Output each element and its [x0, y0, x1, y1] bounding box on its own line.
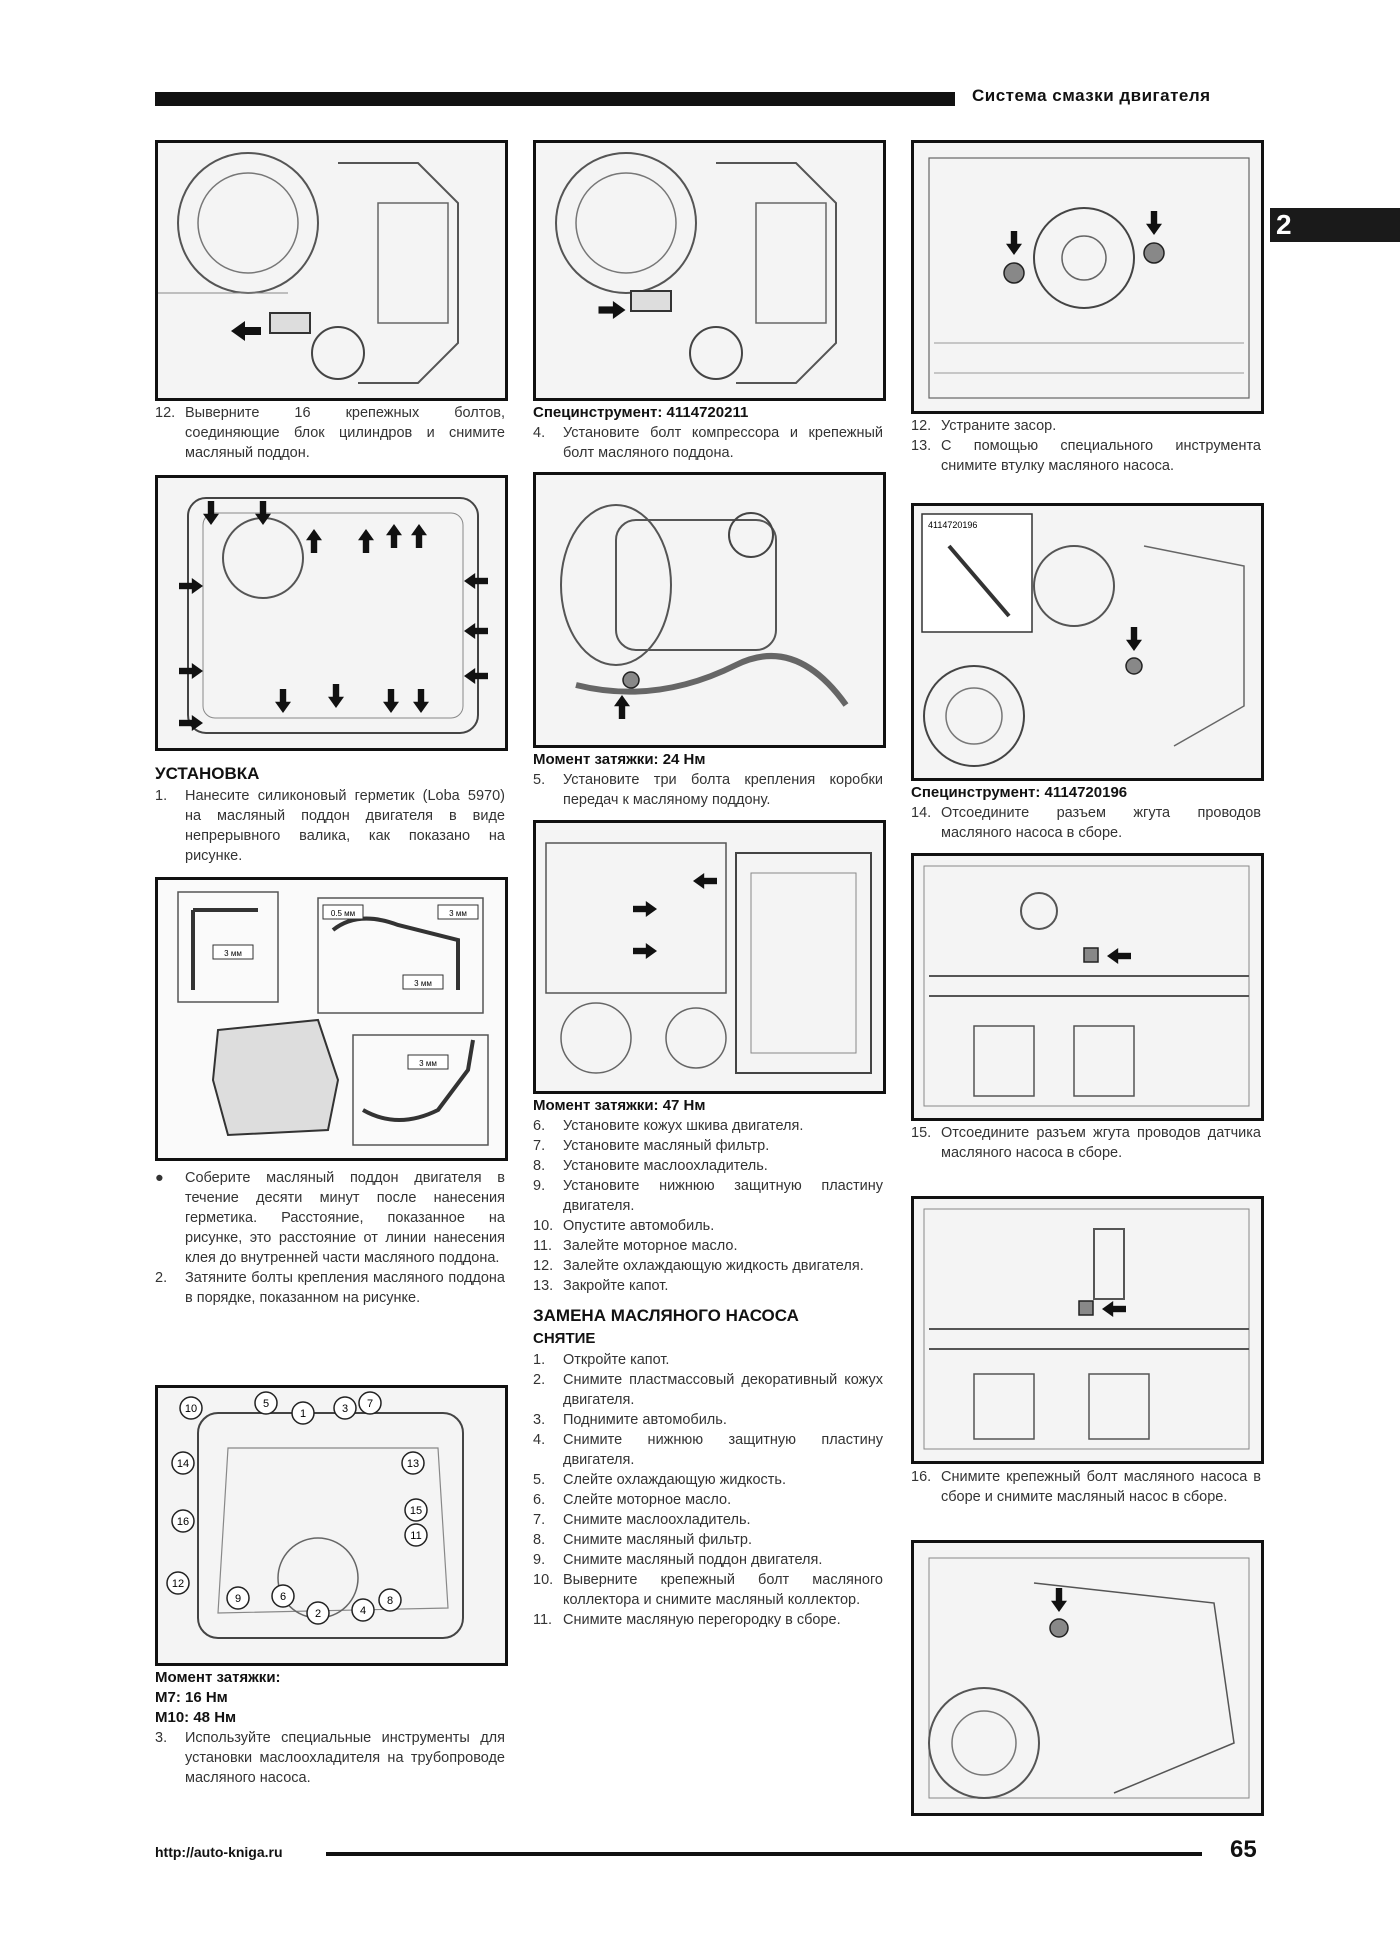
bolt-order-callout [402, 1452, 424, 1474]
removal-step: 6. Слейте моторное масло. [533, 1492, 732, 1508]
tool-inset-label: 4114720196 [928, 520, 978, 530]
step-5-col2: 5. Установите три болта крепления коробки передач к масляному поддону. [533, 772, 883, 808]
bolt-order-callout [405, 1499, 427, 1521]
step-14-col3: 14. Отсоедините разъем жгута проводов масляного насоса в сборе. [911, 805, 1261, 841]
torque-m7: M7: 16 Нм [155, 1689, 228, 1706]
bolt-order-callout [227, 1587, 249, 1609]
figure-oil-pan-bolt-locations [155, 475, 508, 751]
step-15-col3: 15. Отсоедините разъем жгута проводов датчика масляного насоса в сборе. [911, 1125, 1261, 1161]
bolt-order-number: 6 [279, 1591, 287, 1603]
removal-step: 10. Выверните крепежный болт масляного коллектора и снимите масляный коллектор. [533, 1572, 883, 1608]
bolt-order-number: 12 [171, 1578, 185, 1590]
bolt-order-number: 10 [184, 1403, 198, 1415]
removal-step: 11. Снимите масляную перегородку в сборе. [533, 1612, 841, 1628]
bolt-order-callout [405, 1524, 427, 1546]
removal-step: 4. Снимите нижнюю защитную пластину двигателя. [533, 1432, 883, 1468]
bolt-order-number: 9 [234, 1593, 242, 1605]
bolt-order-number: 3 [341, 1403, 349, 1415]
chapter-number: 2 [1276, 209, 1292, 240]
bolt-order-number: 5 [262, 1398, 270, 1410]
figure-pump-harness-connector [911, 853, 1264, 1121]
figure-compressor-bolt [533, 472, 886, 748]
figure-pump-bushing-tool [911, 503, 1264, 781]
install-step: 11. Залейте моторное масло. [533, 1238, 738, 1254]
step-12-col1: 12. Выверните 16 крепежных болтов, соединяющие блок цилиндров и снимите масляный поддон. [155, 405, 505, 461]
bolt-order-callout [334, 1397, 356, 1419]
install-step: 7. Установите масляный фильтр. [533, 1138, 770, 1154]
figure-oil-pump-mounting-bolt [911, 1540, 1264, 1816]
sealant-label: 3 мм [224, 949, 242, 958]
install-steps-list [533, 1116, 883, 1296]
bolt-order-number: 7 [366, 1398, 374, 1410]
torque-24: Момент затяжки: 24 Нм [533, 751, 706, 768]
figure-sensor-harness-connector [911, 1196, 1264, 1464]
bolt-order-callout [359, 1392, 381, 1414]
install-step: 13. Закройте капот. [533, 1278, 669, 1294]
install-step: 10. Опустите автомобиль. [533, 1218, 715, 1234]
install-step: 12. Залейте охлаждающую жидкость двигателя. [533, 1258, 864, 1274]
removal-step: 5. Слейте охлаждающую жидкость. [533, 1472, 786, 1488]
step-1-col1: 1. Нанесите силиконовый герметик (Loba 5970) на масляный поддон двигателя в виде непрерывного валика, как показано на рисунке. [155, 788, 505, 864]
bolt-order-number: 1 [299, 1408, 307, 1420]
bolt-order-callout [292, 1402, 314, 1424]
bolt-order-number: 15 [409, 1505, 423, 1517]
removal-step: 1. Откройте капот. [533, 1352, 670, 1368]
figure-oil-pump-bolts [911, 140, 1264, 414]
torque-47: Момент затяжки: 47 Нм [533, 1097, 706, 1114]
bolt-order-callout [172, 1452, 194, 1474]
install-step: 9. Установите нижнюю защитную пластину двигателя. [533, 1178, 883, 1214]
special-tool-label: Специнструмент: 4114720211 [533, 404, 749, 421]
removal-step: 3. Поднимите автомобиль. [533, 1412, 727, 1428]
bullet-note: ● Соберите масляный поддон двигателя в течение десяти минут после нанесения герметика. Расстояние, показанное на рисунке, это расстояние от линии нанесения клея до внутренней части масляного поддона. [155, 1170, 505, 1266]
install-step: 6. Установите кожух шкива двигателя. [533, 1118, 804, 1134]
bolt-order-number: 16 [176, 1516, 190, 1528]
torque-label: Момент затяжки: [155, 1669, 281, 1686]
bolt-order-number: 14 [176, 1458, 190, 1470]
sealant-label: 3 мм [414, 979, 432, 988]
footer-url: http://auto-kniga.ru [155, 1844, 283, 1860]
figure-gearbox-bolts [533, 820, 886, 1094]
bolt-order-callout [172, 1510, 194, 1532]
install-step: 8. Установите маслоохладитель. [533, 1158, 768, 1174]
bolt-order-callout [352, 1599, 374, 1621]
step-13-col3: 13. С помощью специального инструмента снимите втулку масляного насоса. [911, 438, 1261, 474]
bolt-order-number: 2 [314, 1608, 322, 1620]
bolt-order-callout [167, 1572, 189, 1594]
step-2-col1: 2. Затяните болты крепления масляного поддона в порядке, показанном на рисунке. [155, 1270, 505, 1306]
bolt-order-callout [272, 1585, 294, 1607]
sealant-label: 0.5 мм [330, 909, 356, 918]
figure-special-tool-install [533, 140, 886, 401]
bolt-order-callout [307, 1602, 329, 1624]
removal-step: 2. Снимите пластмассовый декоративный кожух двигателя. [533, 1372, 883, 1408]
header-rule [155, 92, 955, 106]
bolt-order-callout [255, 1392, 277, 1414]
figure-sealant-application [155, 877, 508, 1161]
bolt-order-number: 11 [410, 1530, 422, 1542]
bolt-order-callout [180, 1397, 202, 1419]
bolt-order-number: 13 [406, 1458, 420, 1470]
bolt-order-number: 4 [359, 1605, 367, 1617]
step-3-col1: 3. Используйте специальные инструменты для установки маслоохладителя на трубопроводе масляного насоса. [155, 1730, 505, 1786]
removal-step: 9. Снимите масляный поддон двигателя. [533, 1552, 823, 1568]
special-tool-2-label: Специнструмент: 4114720196 [911, 784, 1128, 801]
footer-rule [326, 1852, 1202, 1856]
sealant-label: 3 мм [419, 1059, 437, 1068]
removal-step: 7. Снимите маслоохладитель. [533, 1512, 751, 1528]
removal-steps-list [533, 1350, 883, 1630]
figure-oil-pan-bolts-removal [155, 140, 508, 401]
page-number: 65 [1230, 1836, 1257, 1863]
bolt-order-callout [379, 1589, 401, 1611]
install-heading: УСТАНОВКА [155, 764, 260, 783]
sealant-label: 3 мм [449, 909, 467, 918]
oil-pump-replacement-heading: ЗАМЕНА МАСЛЯНОГО НАСОСА [533, 1306, 799, 1325]
torque-m10: M10: 48 Нм [155, 1709, 237, 1726]
bolt-order-number: 8 [386, 1595, 394, 1607]
removal-step: 8. Снимите масляный фильтр. [533, 1532, 753, 1548]
step-4-col2: 4. Установите болт компрессора и крепежный болт масляного поддона. [533, 425, 883, 461]
step-12-col3: 12. Устраните засор. [911, 418, 1057, 434]
step-16-col3: 16. Снимите крепежный болт масляного насоса в сборе и снимите масляный насос в сборе. [911, 1469, 1261, 1505]
page-title: Система смазки двигателя [972, 86, 1211, 105]
removal-heading: СНЯТИЕ [533, 1330, 596, 1347]
figure-bolt-tightening-order [155, 1385, 508, 1666]
